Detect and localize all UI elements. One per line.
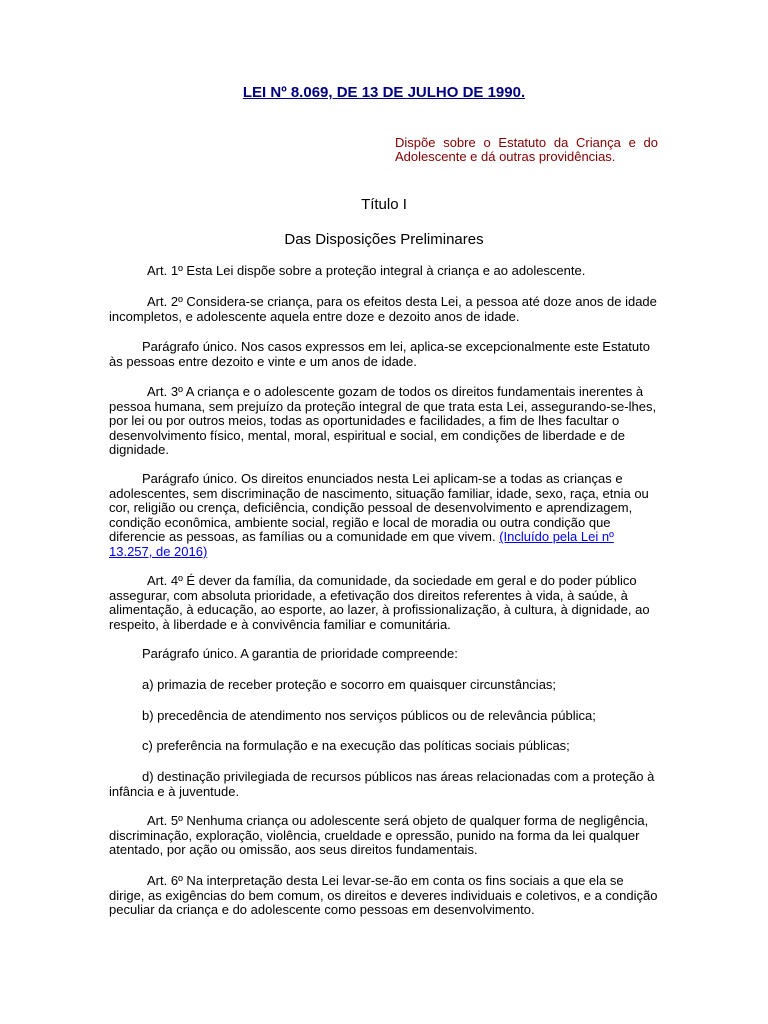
article-6: Art. 6º Na interpretação desta Lei levar-se-ão em conta os fins sociais a que ela se dirige, as exigências do bem comum, os direitos e deveres individuais e coletivos, e a condição peculiar da criança e do adolescente como pessoas em desenvolvimento. [109, 873, 658, 918]
article-4: Art. 4º É dever da família, da comunidade, da sociedade em geral e do poder público assegurar, com absoluta prioridade, a efetivação dos direitos referentes à vida, à saúde, à alimentação, à educação, ao esporte, ao lazer, à profissionalização, à cultura, à dignidade, ao respeito, à liberdade e à convivência familiar e comunitária. [109, 573, 650, 632]
article-3-paragraph [109, 472, 659, 560]
ementa: Dispõe sobre o Estatuto da Criança e do Adolescente e dá outras providências. [395, 135, 658, 164]
item-b: b) precedência de atendimento nos serviços públicos ou de relevância pública; [142, 708, 596, 723]
item-d: d) destinação privilegiada de recursos públicos nas áreas relacionadas com a proteção à infância e à juventude. [109, 769, 655, 799]
article-1: Art. 1º Esta Lei dispõe sobre a proteção integral à criança e ao adolescente. [147, 263, 586, 278]
article-5: Art. 5º Nenhuma criança ou adolescente será objeto de qualquer forma de negligência, discriminação, exploração, violência, crueldade e opressão, punido na forma da lei qualquer atentado, por ação ou omissão, aos seus direitos fundamentais. [109, 813, 649, 858]
article-3-paragraph-text: Parágrafo único. Os direitos enunciados nesta Lei aplicam-se a todas as crianças e adolescentes, sem discriminação de nascimento, situação familiar, idade, sexo, raça, etnia ou cor, religião ou crença, deficiência, condição pessoal de desenvolvimento e aprendizagem, condição econômica, ambiente social, região e local de moradia ou outra condição que diferencie as pessoas, as famílias ou a comunidade em que vivem. [109, 471, 649, 545]
article-2-paragraph: Parágrafo único. Nos casos expressos em lei, aplica-se excepcionalmente este Estatuto às pessoas entre dezoito e vinte e um anos de idade. [109, 339, 650, 369]
included-by-law-link[interactable]: (Incluído pela Lei nº 13.257, de 2016) [109, 529, 614, 559]
article-3: Art. 3º A criança e o adolescente gozam de todos os direitos fundamentais inerentes à pessoa humana, sem prejuízo da proteção integral de que trata esta Lei, assegurando-se-lhes, por lei ou por outros meios, todas as oportunidades e facilidades, a fim de lhes facultar o desenvolvimento físico, mental, moral, espiritual e social, em condições de liberdade e de dignidade. [109, 384, 657, 458]
article-4-paragraph: Parágrafo único. A garantia de prioridade compreende: [142, 646, 458, 661]
title-heading: Título I [361, 196, 407, 213]
law-title: LEI Nº 8.069, DE 13 DE JULHO DE 1990. [242, 84, 526, 101]
item-c: c) preferência na formulação e na execução das políticas sociais públicas; [142, 738, 570, 753]
item-a: a) primazia de receber proteção e socorro em quaisquer circunstâncias; [142, 677, 557, 692]
chapter-heading: Das Disposições Preliminares [284, 231, 484, 248]
article-2: Art. 2º Considera-se criança, para os efeitos desta Lei, a pessoa até doze anos de idade incompletos, e adolescente aquela entre doze e dezoito anos de idade. [109, 294, 657, 324]
